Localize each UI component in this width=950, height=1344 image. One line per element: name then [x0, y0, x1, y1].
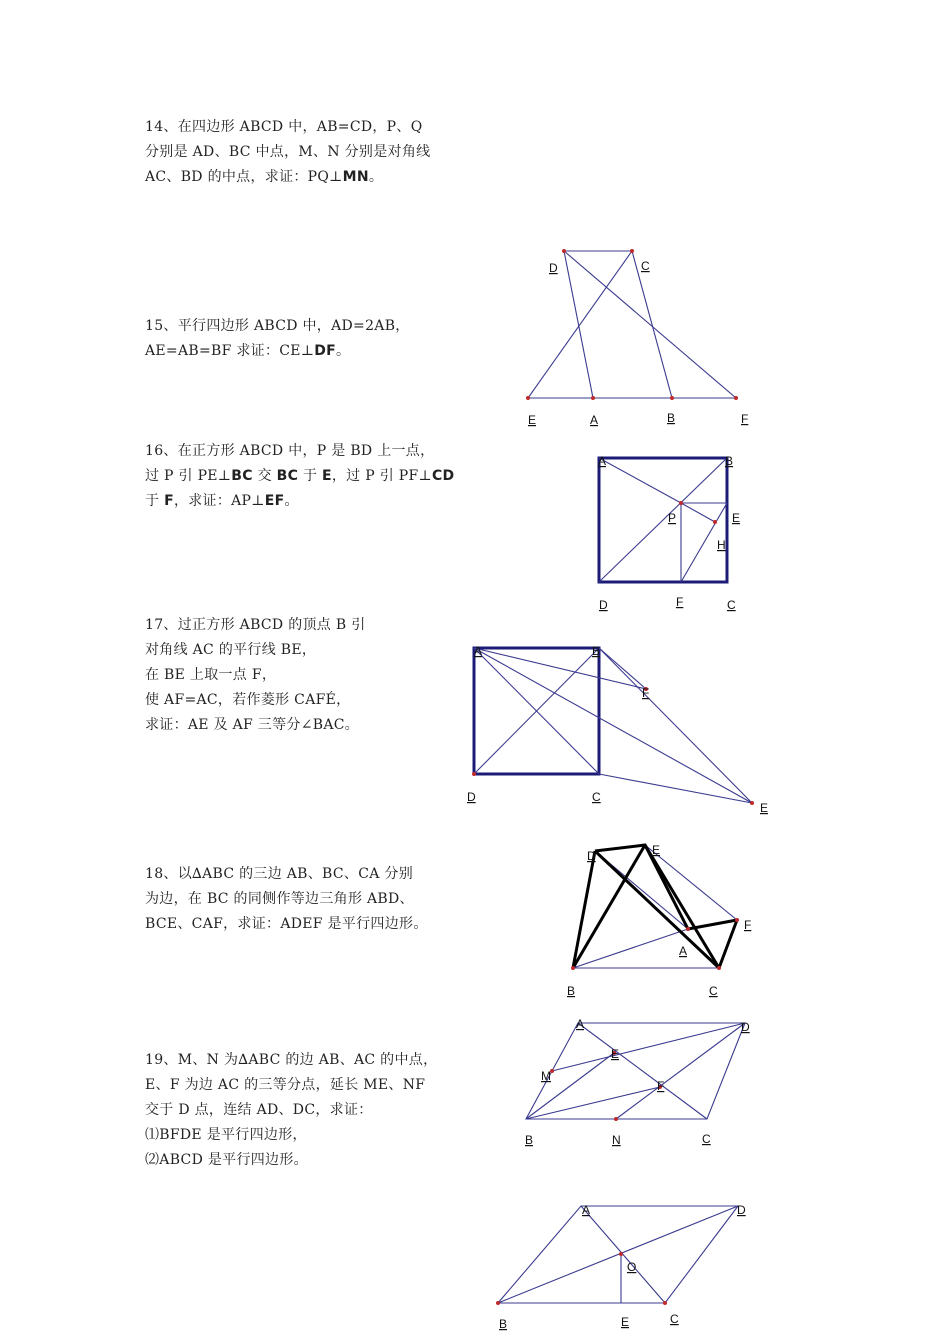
- problem-text: E、F 为边 AC 的三等分点，延长 ME、NF: [145, 1077, 426, 1093]
- problem-text: 交: [252, 468, 277, 484]
- fig15-label: F: [741, 412, 749, 426]
- fig20-label: O: [627, 1260, 637, 1274]
- fig17-label: B: [592, 644, 601, 658]
- problem-text: ⑴BFDE 是平行四边形，: [145, 1127, 307, 1143]
- fig18-label: E: [652, 843, 661, 857]
- fig18-label: B: [567, 984, 576, 998]
- fig16-label: D: [599, 598, 608, 612]
- problem-text: 于: [145, 493, 165, 509]
- fig19-label: M: [541, 1069, 551, 1083]
- fig20-label: E: [621, 1315, 630, 1329]
- problem-text: BCE、CAF，求证：ADEF 是平行四边形。: [145, 916, 428, 932]
- fig18-label: C: [709, 984, 718, 998]
- problem-text: 17、过正方形 ABCD 的顶点 B 引: [145, 617, 366, 633]
- fig16-label: A: [598, 454, 607, 468]
- problem-text: ，过 P 引 PF⊥: [331, 468, 432, 484]
- problem-text: 。: [284, 493, 299, 509]
- fig17-label: C: [592, 790, 601, 804]
- problem-text: 过 P 引 PE⊥: [145, 468, 232, 484]
- problem-text: BC: [276, 468, 299, 484]
- problem-text: 16、在正方形 ABCD 中，P 是 BD 上一点，: [145, 443, 435, 459]
- fig18-label: F: [744, 918, 752, 932]
- fig20-label: C: [670, 1312, 679, 1326]
- problem-text: 交于 D 点，连结 AD、DC，求证：: [145, 1102, 373, 1118]
- fig17-label: D: [467, 790, 476, 804]
- fig15-label: B: [667, 411, 676, 425]
- problem-text: E: [322, 468, 332, 484]
- fig17-label: A: [474, 644, 483, 658]
- fig20-label: B: [499, 1317, 508, 1331]
- fig19-label: N: [612, 1133, 621, 1147]
- problem-text: 15、平行四边形 ABCD 中，AD=2AB，: [145, 318, 410, 334]
- problem-text: 分别是 AD、BC 中点，M、N 分别是对角线: [145, 144, 431, 160]
- fig16-label: C: [727, 598, 736, 612]
- fig15-label: A: [590, 413, 599, 427]
- fig15-label: C: [641, 259, 650, 273]
- problem-text: 于: [298, 468, 322, 484]
- fig16-label: B: [725, 454, 734, 468]
- fig19-label: A: [576, 1017, 585, 1031]
- problem-text: EF: [264, 493, 285, 509]
- fig15-label: E: [528, 413, 537, 427]
- problem-text: DF: [314, 343, 337, 359]
- problem-text: 为边，在 BC 的同侧作等边三角形 ABD、: [145, 891, 414, 907]
- fig16-label: F: [676, 595, 684, 609]
- fig18-label: A: [679, 944, 688, 958]
- fig16-label: H: [717, 538, 726, 552]
- fig20-label: D: [737, 1203, 746, 1217]
- problem-text: BC: [231, 468, 253, 484]
- fig17-label: E: [760, 801, 769, 815]
- problem-text: CD: [431, 468, 455, 484]
- problem-text: 对角线 AC 的平行线 BE，: [145, 642, 317, 658]
- problem-text: F: [164, 493, 174, 509]
- fig16-label: E: [732, 511, 741, 525]
- fig19-label: E: [611, 1047, 620, 1061]
- problem-text: 求证：AE 及 AF 三等分∠BAC。: [145, 717, 360, 733]
- fig20-label: A: [582, 1203, 591, 1217]
- fig15-label: D: [549, 261, 558, 275]
- problem-text: AC、BD 的中点，求证：PQ⊥: [145, 169, 343, 185]
- problem-text: MN: [342, 169, 369, 185]
- problem-text: 。: [368, 169, 384, 185]
- fig18-label: D: [587, 849, 596, 863]
- problem-text: AE=AB=BF 求证：CE⊥: [145, 343, 315, 359]
- fig19-label: C: [702, 1132, 711, 1146]
- fig16-label: P: [668, 511, 677, 525]
- problem-text: 使 AF=AC，若作菱形 CAFÉ，: [145, 692, 351, 708]
- fig19-label: F: [657, 1079, 665, 1093]
- problem-text: 18、以∆ABC 的三边 AB、BC、CA 分别: [145, 866, 413, 882]
- problem-text: 。: [336, 343, 351, 359]
- problem-text: ⑵ABCD 是平行四边形。: [145, 1152, 308, 1168]
- problem-text: 在 BE 上取一点 F，: [145, 667, 277, 683]
- fig19-label: D: [741, 1020, 750, 1034]
- problem-text: ，求证：AP⊥: [173, 493, 265, 509]
- problem-text: 19、M、N 为∆ABC 的边 AB、AC 的中点，: [145, 1052, 438, 1068]
- problem-text: 14、在四边形 ABCD 中，AB=CD，P、Q: [145, 119, 423, 135]
- fig17-label: F: [642, 686, 650, 700]
- fig19-label: B: [525, 1133, 534, 1147]
